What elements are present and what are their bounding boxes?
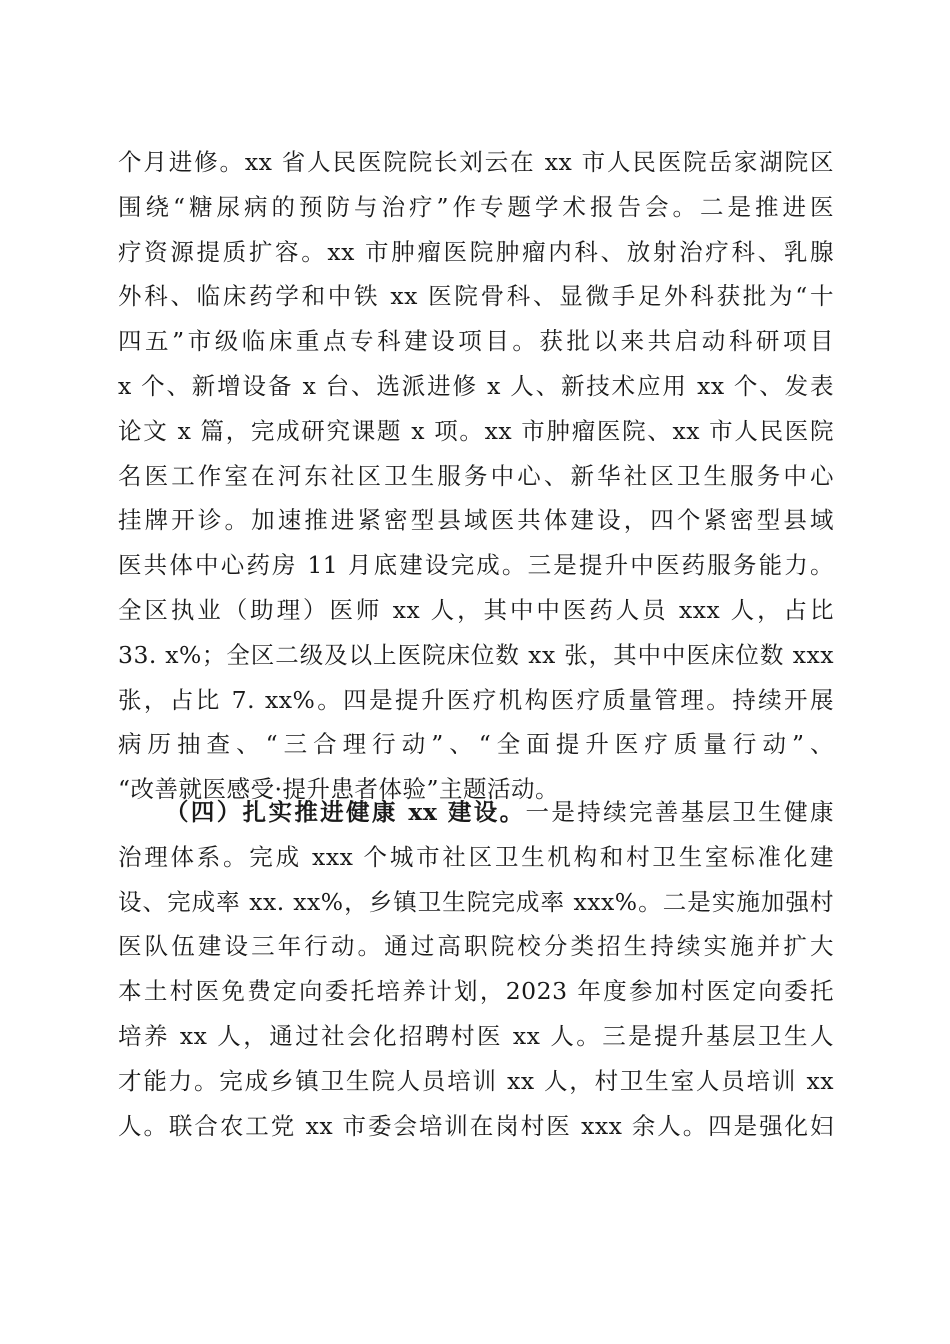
text-line: 医队伍建设三年行动。通过高职院校分类招生持续实施并扩大 bbox=[118, 932, 834, 961]
text-line: 全区执业（助理）医师 xx 人，其中中医药人员 xxx 人，占比 bbox=[118, 595, 834, 624]
text-line: “改善就医感受·提升患者体验”主题活动。 bbox=[118, 775, 559, 804]
section-heading-continuation: 一是持续完善基层卫生健康 bbox=[525, 798, 835, 826]
text-line: 才能力。完成乡镇卫生院人员培训 xx 人，村卫生室人员培训 xx bbox=[118, 1066, 834, 1095]
text-line: 名医工作室在河东社区卫生服务中心、新华社区卫生服务中心 bbox=[118, 461, 834, 490]
text-line: 设、完成率 xx. xx%，乡镇卫生院完成率 xxx%。二是实施加强村 bbox=[118, 887, 834, 916]
text-line: 挂牌开诊。加速推进紧密型县域医共体建设，四个紧密型县域 bbox=[118, 506, 834, 535]
paragraph-medical-resources bbox=[118, 140, 834, 812]
text-line: 培养 xx 人，通过社会化招聘村医 xx 人。三是提升基层卫生人 bbox=[118, 1021, 834, 1050]
text-line: 外科、临床药学和中铁 xx 医院骨科、显微手足外科获批为“十 bbox=[118, 282, 834, 311]
text-line: 医共体中心药房 11 月底建设完成。三是提升中医药服务能力。 bbox=[118, 551, 834, 580]
section-first-line bbox=[118, 790, 834, 835]
text-line: x 个、新增设备 x 台、选派进修 x 人、新技术应用 xx 个、发表 bbox=[118, 371, 834, 400]
text-line: 围绕“糖尿病的预防与治疗”作专题学术报告会。二是推进医 bbox=[118, 192, 834, 221]
text-line: 个月进修。xx 省人民医院院长刘云在 xx 市人民医院岳家湖院区 bbox=[118, 148, 834, 176]
text-line: 人。联合农工党 xx 市委会培训在岗村医 xxx 余人。四是强化妇 bbox=[118, 1111, 834, 1140]
text-line: 四五”市级临床重点专科建设项目。获批以来共启动科研项目 bbox=[118, 327, 834, 356]
text-line: 33. x%；全区二级及以上医院床位数 xx 张，其中中医床位数 xxx bbox=[118, 640, 834, 669]
text-line: 论文 x 篇，完成研究课题 x 项。xx 市肿瘤医院、xx 市人民医院 bbox=[118, 416, 834, 445]
text-line: 本土村医免费定向委托培养计划，2023 年度参加村医定向委托 bbox=[118, 977, 834, 1006]
text-line: 治理体系。完成 xxx 个城市社区卫生机构和村卫生室标准化建 bbox=[118, 842, 834, 871]
paragraph-healthy-construction bbox=[118, 790, 834, 1148]
text-line: 病历抽查、“三合理行动”、“全面提升医疗质量行动”、 bbox=[118, 730, 834, 759]
section-heading: （四）扎实推进健康 xx 建设。 bbox=[165, 798, 526, 826]
text-line: 张，占比 7. xx%。四是提升医疗机构医疗质量管理。持续开展 bbox=[118, 685, 834, 714]
text-line: 疗资源提质扩容。xx 市肿瘤医院肿瘤内科、放射治疗科、乳腺 bbox=[118, 237, 834, 266]
